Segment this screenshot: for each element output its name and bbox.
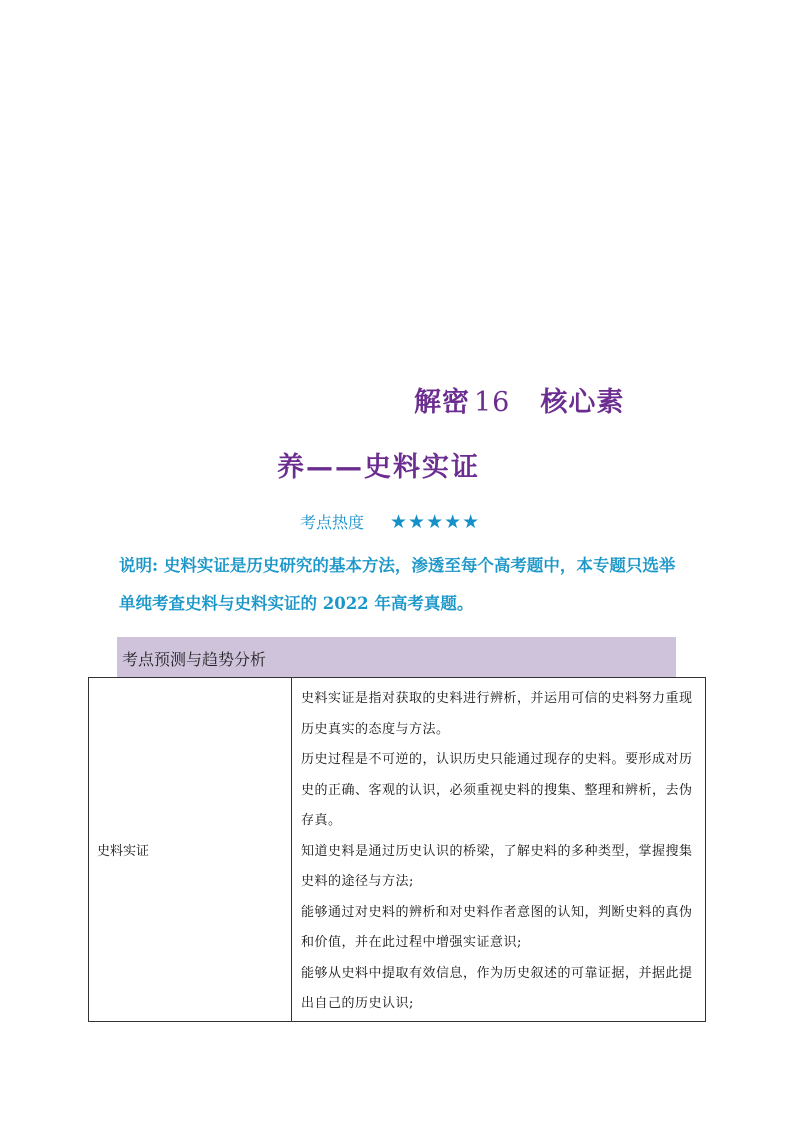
content-paragraph: 历史过程是不可逆的，认识历史只能通过现存的史料。要形成对历史的正确、客观的认识，必须重视史料的搜集、整理和辨析，去伪存真。 bbox=[301, 752, 693, 828]
content-paragraph: 能够从史料中提取有效信息，作为历史叙述的可靠证据，并据此提出自己的历史认识; bbox=[301, 965, 693, 1011]
heat-label: 考点热度 bbox=[300, 513, 365, 532]
heat-rating bbox=[300, 510, 480, 533]
content-paragraph: 能够通过对史料的辨析和对史料作者意图的认知，判断史料的真伪和价值，并在此过程中增强实证意识; bbox=[301, 904, 693, 950]
section-title: 考点预测与趋势分析 bbox=[122, 650, 267, 669]
title-number: 16 bbox=[474, 387, 511, 418]
content-paragraph: 史料实证是指对获取的史料进行辨析，并运用可信的史料努力重现历史真实的态度与方法。 bbox=[301, 691, 693, 737]
section-header bbox=[117, 637, 676, 677]
table-content-cell bbox=[292, 678, 706, 1022]
document-title-line2: 养——史料实证 bbox=[277, 452, 480, 483]
note-paragraph: 说明: 史料实证是历史研究的基本方法，渗透至每个高考题中，本专题只选举单纯考查史料与史料实证的 2022 年高考真题。 bbox=[119, 556, 676, 613]
content-paragraph: 知道史料是通过历史认识的桥梁，了解史料的多种类型，掌握搜集史料的途径与方法; bbox=[301, 843, 693, 889]
document-title-line1 bbox=[414, 380, 624, 419]
table-row bbox=[89, 678, 706, 1022]
star-rating-icon: ★★★★★ bbox=[390, 511, 481, 533]
title-suffix: 核心素 bbox=[540, 387, 625, 418]
title-prefix: 解密 bbox=[414, 387, 470, 418]
analysis-table bbox=[88, 677, 706, 1022]
table-label-cell: 史料实证 bbox=[89, 678, 292, 1022]
